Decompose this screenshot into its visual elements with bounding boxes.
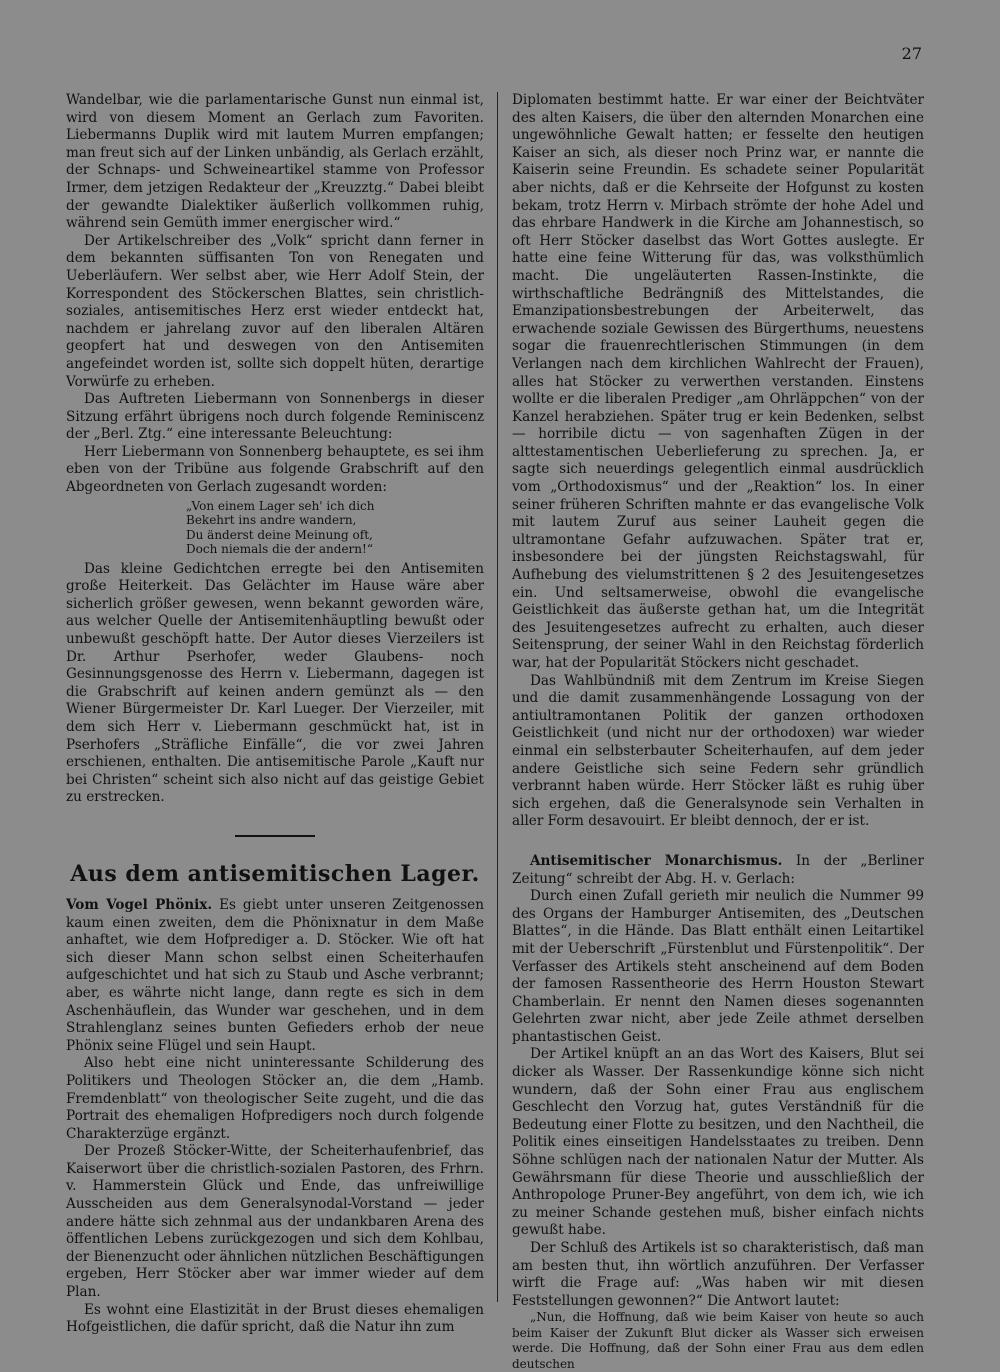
verse-quote bbox=[186, 499, 484, 557]
spacer bbox=[512, 831, 924, 853]
paragraph: Durch einen Zufall gerieth mir neulich die Nummer 99 des Organs der Hamburger Antisemiten, des „Deutschen Blattes“, in die Hände. Das Blatt enthält einen Leitartikel mit der Ueberschrift „Fürstenblut und Fürstenpolitik“. Der Verfasser des Artikels steht anscheinend auf dem Boden der famosen Rassentheorie des Herrn Houston Stewart Chamberlain. Er nennt den Namen dieses sogenannten Gelehrten zwar nicht, aber jede Zeile athmet derselben phantastischen Geist. bbox=[512, 888, 924, 1045]
paragraph: Herr Liebermann von Sonnenberg behauptete, es sei ihm eben von der Tribüne aus folgende Grabschrift auf den Abgeordneten von Gerlach zugesandt worden: bbox=[66, 443, 484, 496]
section-separator bbox=[235, 835, 315, 837]
right-column bbox=[512, 92, 924, 1372]
section-heading: Aus dem antisemitischen Lager. bbox=[70, 860, 480, 887]
verse-line: Bekehrt ins andre wandern, bbox=[186, 513, 357, 528]
page-number: 27 bbox=[901, 44, 922, 63]
paragraph: Das Auftreten Liebermann von Sonnenbergs in dieser Sitzung erfährt übrigens noch durch folgende Reminiscenz der „Berl. Ztg.“ eine interessante Beleuchtung: bbox=[66, 391, 484, 443]
paragraph: Wandelbar, wie die parlamentarische Gunst nun einmal ist, wird von diesem Moment an Gerlach zum Favoriten. Liebermanns Duplik wird mit lautem Murren empfangen; man freut sich auf der Linken unbändig, als Gerlach erzählt, der Schnaps- und Schweineartikel stamme von Professor Irmer, dem jetzigen Redakteur der „Kreuzztg.“ Dabei bleibt der gewandte Dialektiker äußerlich vollkommen ruhig, während sein Gemüth immer energischer wird.“ bbox=[66, 92, 484, 232]
paragraph: Der Artikel knüpft an an das Wort des Kaisers, Blut sei dicker als Wasser. Der Rassenkundige könne sich nicht wundern, daß der Sohn einer Frau aus englischem Geschlecht den Vorzug hat, gutes Verständniß für die Bedeutung einer Flotte zu besitzen, und den Nachtheil, die Politik eines einseitigen Handelsstaates zu treiben. Denn Söhne schlügen nach der nationalen Natur der Mutter. Als Gewährsmann für diese Theorie und ausschließlich der Anthropologe Pruner-Bey angeführt, von dem ich, wie ich zu meiner Schande gestehen muß, bisher einfach nichts gewußt habe. bbox=[512, 1046, 924, 1239]
verse-line: Doch niemals die der andern!“ bbox=[186, 542, 373, 557]
verse-line: „Von einem Lager seh' ich dich bbox=[186, 498, 375, 513]
paragraph: Diplomaten bestimmt hatte. Er war einer der Beichtväter des alten Kaisers, die über den alternden Monarchen eine ungewöhnliche Gewalt hatten; er fesselte den heutigen Kaiser an sich, als dieser noch Prinz war, er nannte die Kaiserin seine Freundin. Es schadete seiner Popularität aber nichts, daß er die Kehrseite der Hofgunst zu kosten bekam, trotz Herrn v. Mirbach strömte der hohe Adel und das ehrbare Handwerk in die Kirche am Johannestisch, so oft Herr Stöcker daselbst das Wort Gottes auslegte. Er hatte eine feine Witterung für das, was volksthümlich macht. Die ungeläuterten Rassen-Instinkte, die wirthschaftliche Bedrängniß des Mittelstandes, die Emanzipationsbestrebungen der Arbeiterwelt, das erwachende soziale Gewissen des Bürgerthums, neuestens sogar die frauenrechtlerischen Stimmungen (in dem Verlangen nach dem kirchlichen Wahlrecht der Frauen), alles hat Stöcker zu verwerthen verstanden. Einstens wollte er die liberalen Prediger „am Ohrläppchen“ von der Kanzel herabziehen. Später trug er kein Bedenken, selbst — horribile dictu — von sagenhaften Zügen in der alttestamentischen Ueberlieferung zu sprechen. Ja, er sagte sich neuerdings gelegentlich einmal ausdrücklich vom „Orthodoxismus“ und der „Reaktion“ los. In einer seiner früheren Schriften mahnte er das evangelische Volk mit lautem Zuruf aus seiner Lauheit gegen die ultramontane Gefahr aufzuwachen. Später trat er, insbesondere bei der jüngsten Reichstagswahl, für Aufhebung des vielumstrittenen § 2 des Jesuitengesetzes ein. Und seltsamerweise, obwohl die evangelische Geistlichkeit das äußerste gethan hat, um die Integrität des Jesuitengesetzes aufrecht zu erhalten, auch dieser Seitensprung, der seiner Wahl in den Reichstag förderlich war, hat der Popularität Stöckers nicht geschadet. bbox=[512, 92, 924, 671]
runin-heading: Antisemitischer Monarchismus. bbox=[530, 852, 783, 869]
paragraph: Also hebt eine nicht uninteressante Schilderung des Politikers und Theologen Stöcker an, die dem „Hamb. Fremdenblatt“ von theologischer Seite zugeht, und die das Portrait des ehemaligen Hofpredigers noch durch folgende Charakterzüge ergänzt. bbox=[66, 1055, 484, 1142]
block-quote: „Nun, die Hoffnung, daß wie beim Kaiser von heute so auch beim Kaiser der Zukunft Blut dicker als Wasser sich erweisen werde. Die Hoffnung, daß der Sohn einer Frau aus dem edlen deutschen bbox=[512, 1310, 924, 1371]
paragraph: Der Artikelschreiber des „Volk“ spricht dann ferner in dem bekannten süffisanten Ton von Renegaten und Ueberläufern. Wer selbst aber, wie Herr Adolf Stein, der Korrespondent des Stöckerschen Blattes, sein christlich-soziales, antisemitisches Herz erst wieder entdeckt hat, nachdem er jahrelang zuvor auf den liberalen Altären geopfert hat und deswegen von den Antisemiten angefeindet worden ist, sollte sich doppelt hüten, derartige Vorwürfe zu erheben. bbox=[66, 232, 484, 390]
paragraph bbox=[512, 853, 924, 888]
column-divider bbox=[497, 92, 498, 1302]
verse-line: Du änderst deine Meinung oft, bbox=[186, 527, 373, 542]
paragraph: Der Schluß des Artikels ist so charakteristisch, daß man am besten thut, ihn wörtlich anzuführen. Der Verfasser wirft die Frage auf: „Was haben wir mit diesen Feststellungen gewonnen?“ Die Antwort lautet: bbox=[512, 1240, 924, 1309]
paragraph: Das kleine Gedichtchen erregte bei den Antisemiten große Heiterkeit. Das Gelächter im Hause wäre aber sicherlich größer gewesen, wenn bekannt geworden wäre, aus welcher Quelle der Antisemitenhäuptling bewußt oder unbewußt geschöpft hatte. Der Autor dieses Vierzeilers ist Dr. Arthur Pserhofer, weder Glaubens- noch Gesinnungsgenosse des Herrn v. Liebermann, dagegen ist die Grabschrift auf keinen andern gemünzt als — den Wiener Bürgermeister Dr. Karl Lueger. Der Vierzeiler, mit dem sich Herr v. Liebermann geschmückt hat, ist in Pserhofers „Sträfliche Einfälle“, die vor zwei Jahren erschienen, enthalten. Die antisemitische Parole „Kauft nur bei Christen“ scheint sich also nicht auf das geistige Gebiet zu erstrecken. bbox=[66, 560, 484, 806]
paragraph: Das Wahlbündniß mit dem Zentrum im Kreise Siegen und die damit zusammenhängende Lossagung von der antiultramontanen Politik der ganzen orthodoxen Geistlichkeit (und nicht nur der orthodoxen) war wieder einmal ein selbsterbauter Scheiterhaufen, auf dem jeder andere Geistliche sich seine Federn sehr gründlich verbrannt haben würde. Herr Stöcker läßt es ruhig über sich ergehen, daß die Generalsynode sein Verhalten in aller Form desavouirt. Er bleibt dennoch, der er ist. bbox=[512, 672, 924, 830]
left-column bbox=[66, 92, 484, 1337]
paragraph: Der Prozeß Stöcker-Witte, der Scheiterhaufenbrief, das Kaiserwort über die christlich-sozialen Pastoren, des Frhrn. v. Hammerstein Glück und Ende, das unfreiwillige Ausscheiden aus dem Generalsynodal-Vorstand — jeder andere hätte sich zehnmal aus der undankbaren Arena des öffentlichen Lebens zurückgezogen und sich dem Kohlbau, der Bienenzucht oder ähnlichen nützlichen Beschäftigungen ergeben, Herr Stöcker aber war immer wieder auf dem Plan. bbox=[66, 1143, 484, 1301]
paragraph bbox=[66, 897, 484, 1055]
paragraph: Es wohnt eine Elastizität in der Brust dieses ehemaligen Hofgeistlichen, die dafür spricht, daß die Natur ihn zum bbox=[66, 1301, 484, 1336]
paragraph-text: Es giebt unter unseren Zeitgenossen kaum einen zweiten, dem die Phönixnatur in dem Maße anhaftet, wie dem Hofprediger a. D. Stöcker. Wie oft hat sich dieser Mann schon selbst einen Scheiterhaufen aufgeschichtet und hat sich zu Staub und Asche verbrannt; aber, es währte nicht lange, dann regte es sich in dem Aschenhäuflein, das Wunder war geschehen, und in dem Strahlenglanz seines bunten Gefieders erhob der neue Phönix seine Flügel und sein Haupt. bbox=[66, 896, 484, 1054]
paragraph-text: In der „Berliner Zeitung“ schreibt der Abg. H. v. Gerlach: bbox=[512, 852, 924, 887]
runin-heading: Vom Vogel Phönix. bbox=[66, 896, 213, 913]
